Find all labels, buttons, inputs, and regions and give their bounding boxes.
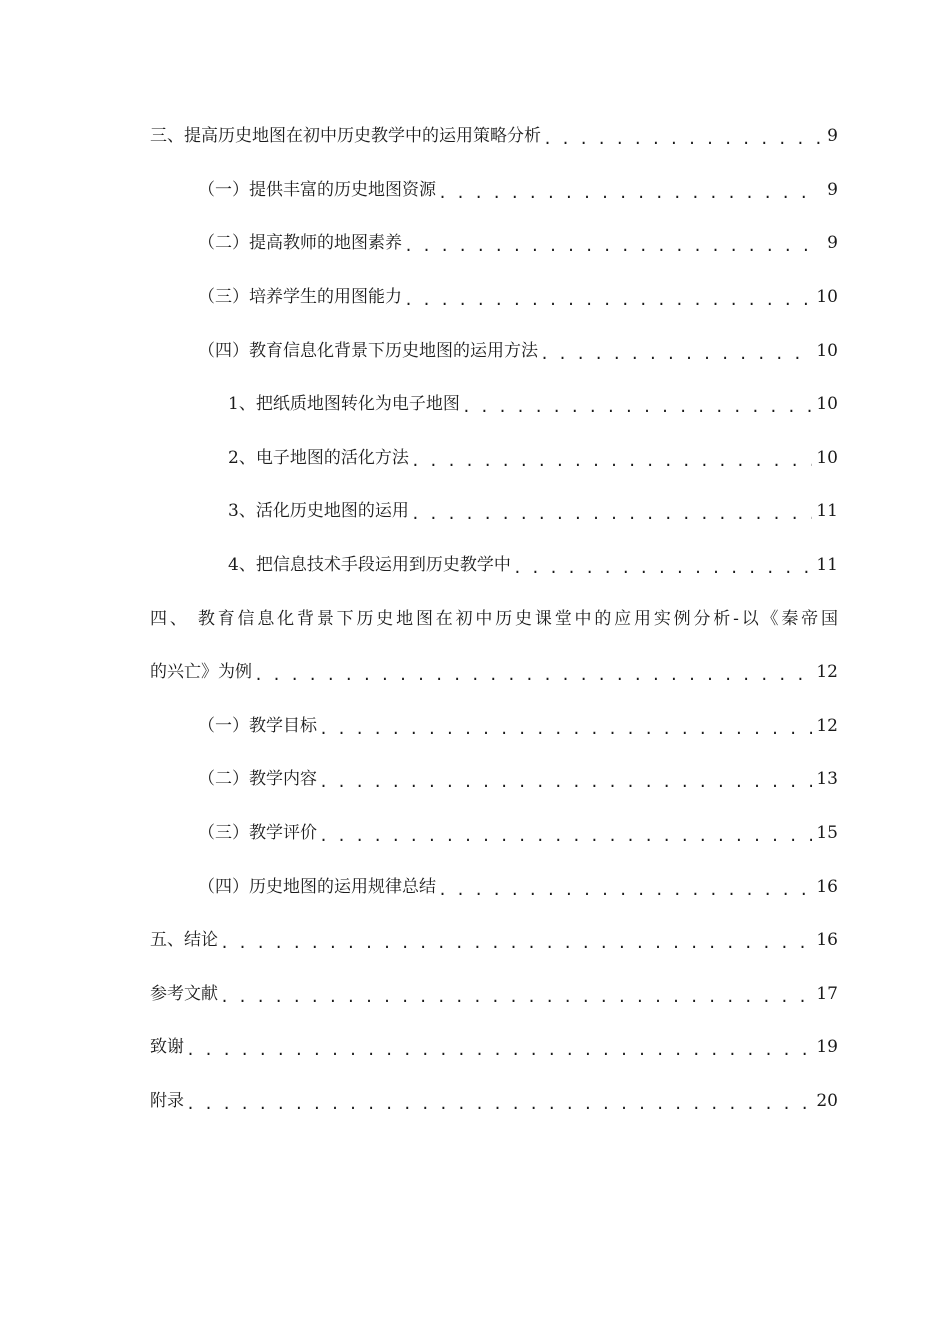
dot-leader: [186, 1096, 812, 1113]
toc-entry-title-line2: 的兴亡》为例: [150, 662, 252, 683]
toc-entry-title: 五、结论: [150, 930, 218, 951]
toc-entry-3-1[interactable]: [150, 164, 838, 218]
toc-entry-page: 16: [816, 930, 838, 951]
toc-entry-title: （三）教学评价: [198, 823, 317, 844]
dot-leader: [186, 1042, 812, 1059]
dot-leader: [319, 774, 812, 791]
toc-entry-title: （一）教学目标: [198, 715, 317, 736]
toc-entry-title: （三）培养学生的用图能力: [198, 287, 402, 308]
dot-leader: [438, 882, 812, 899]
toc-entry-section-4-line1[interactable]: [150, 592, 838, 646]
toc-entry-page: 10: [816, 394, 838, 415]
table-of-contents: [150, 110, 838, 1128]
toc-entry-3-4[interactable]: [150, 324, 838, 378]
dot-leader: [513, 560, 813, 577]
toc-entry-title: 3、活化历史地图的运用: [228, 501, 409, 522]
toc-entry-page: 17: [816, 983, 838, 1004]
dot-leader: [220, 935, 812, 952]
toc-entry-title-line1: 四、 教育信息化背景下历史地图在初中历史课堂中的应用实例分析-以《秦帝国: [150, 608, 838, 629]
toc-entry-4-3[interactable]: [150, 807, 838, 861]
toc-entry-page: 11: [816, 501, 838, 522]
toc-entry-page: 9: [827, 233, 838, 254]
dot-leader: [220, 989, 812, 1006]
toc-entry-title: （四）历史地图的运用规律总结: [198, 876, 436, 897]
toc-entry-3-4-1[interactable]: [150, 378, 838, 432]
toc-entry-acknowledgements[interactable]: [150, 1021, 838, 1075]
toc-entry-title: 1、把纸质地图转化为电子地图: [228, 394, 460, 415]
dot-leader: [404, 292, 812, 309]
toc-entry-title: （二）提高教师的地图素养: [198, 233, 402, 254]
toc-entry-appendix[interactable]: [150, 1075, 838, 1129]
dot-leader: [411, 453, 813, 470]
dot-leader: [319, 828, 812, 845]
toc-entry-3-2[interactable]: [150, 217, 838, 271]
toc-entry-title: （二）教学内容: [198, 769, 317, 790]
toc-entry-page: 9: [827, 179, 838, 200]
toc-entry-section-4-line2[interactable]: [150, 646, 838, 700]
toc-entry-page: 12: [816, 715, 838, 736]
toc-entry-page: 13: [816, 769, 838, 790]
toc-entry-3-4-4[interactable]: [150, 539, 838, 593]
toc-entry-3-4-3[interactable]: [150, 485, 838, 539]
toc-entry-page: 9: [827, 126, 838, 147]
toc-entry-4-1[interactable]: [150, 700, 838, 754]
dot-leader: [319, 721, 812, 738]
toc-entry-title: 致谢: [150, 1037, 184, 1058]
toc-entry-4-4[interactable]: [150, 860, 838, 914]
toc-entry-title: （四）教育信息化背景下历史地图的运用方法: [198, 340, 538, 361]
dot-leader: [411, 506, 813, 523]
dot-leader: [462, 399, 813, 416]
toc-entry-page: 10: [816, 287, 838, 308]
dot-leader: [254, 667, 812, 684]
dot-leader: [404, 238, 820, 255]
toc-entry-section-5[interactable]: [150, 914, 838, 968]
toc-entry-page: 11: [816, 555, 838, 576]
toc-entry-3-4-2[interactable]: [150, 432, 838, 486]
toc-entry-references[interactable]: [150, 968, 838, 1022]
toc-entry-page: 12: [816, 662, 838, 683]
toc-entry-title: 2、电子地图的活化方法: [228, 447, 409, 468]
toc-entry-page: 15: [816, 823, 838, 844]
toc-entry-3-3[interactable]: [150, 271, 838, 325]
dot-leader: [438, 185, 820, 202]
toc-entry-4-2[interactable]: [150, 753, 838, 807]
dot-leader: [540, 346, 812, 363]
toc-entry-page: 10: [816, 340, 838, 361]
toc-entry-title: （一）提供丰富的历史地图资源: [198, 179, 436, 200]
toc-entry-section-3[interactable]: [150, 110, 838, 164]
toc-entry-title: 4、把信息技术手段运用到历史教学中: [228, 555, 511, 576]
toc-entry-title: 附录: [150, 1090, 184, 1111]
toc-entry-page: 10: [816, 447, 838, 468]
toc-entry-page: 19: [816, 1037, 838, 1058]
dot-leader: [543, 131, 820, 148]
toc-entry-title: 参考文献: [150, 983, 218, 1004]
toc-entry-page: 20: [816, 1090, 838, 1111]
toc-entry-page: 16: [816, 876, 838, 897]
toc-entry-title: 三、提高历史地图在初中历史教学中的运用策略分析: [150, 126, 541, 147]
